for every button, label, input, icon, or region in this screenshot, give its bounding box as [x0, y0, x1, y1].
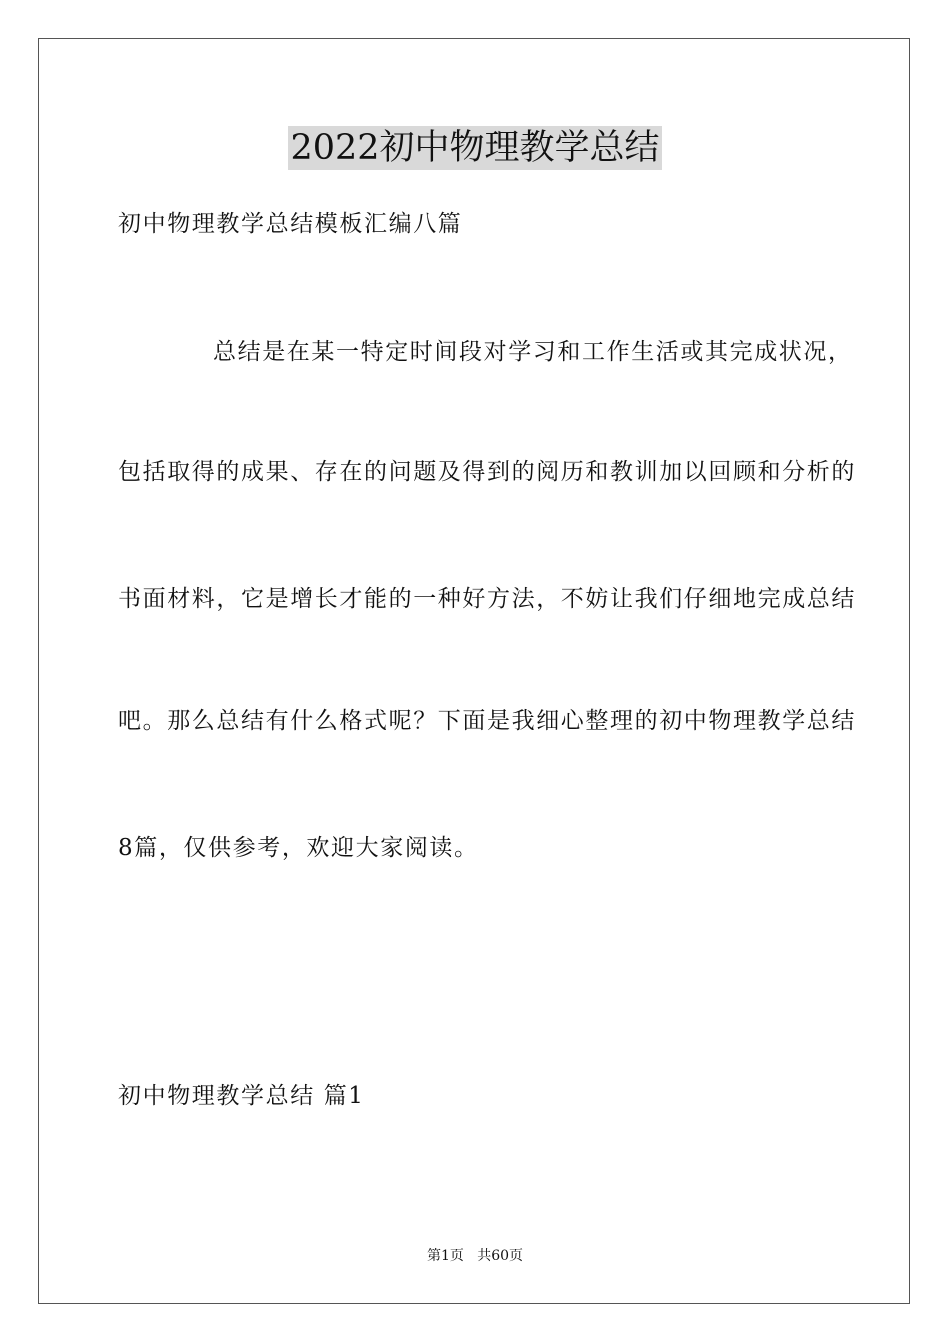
intro-line-2: 包括取得的成果、存在的问题及得到的阅历和教训加以回顾和分析的: [118, 459, 856, 485]
intro-line-1: 总结是在某一特定时间段对学习和工作生活或其完成状况，: [213, 339, 853, 365]
section-heading: 初中物理教学总结 篇1: [118, 1083, 365, 1109]
title-container: [0, 126, 950, 170]
page-number-footer: 第1页 共60页: [426, 1248, 524, 1264]
document-title: 2022初中物理教学总结: [290, 128, 660, 168]
intro-line-4: 吧。那么总结有什么格式呢？下面是我细心整理的初中物理教学总结: [118, 708, 856, 734]
intro-line-5: 8篇，仅供参考，欢迎大家阅读。: [118, 835, 479, 861]
document-subtitle: 初中物理教学总结模板汇编八篇: [118, 211, 463, 237]
intro-line-3: 书面材料，它是增长才能的一种好方法，不妨让我们仔细地完成总结: [118, 586, 856, 612]
